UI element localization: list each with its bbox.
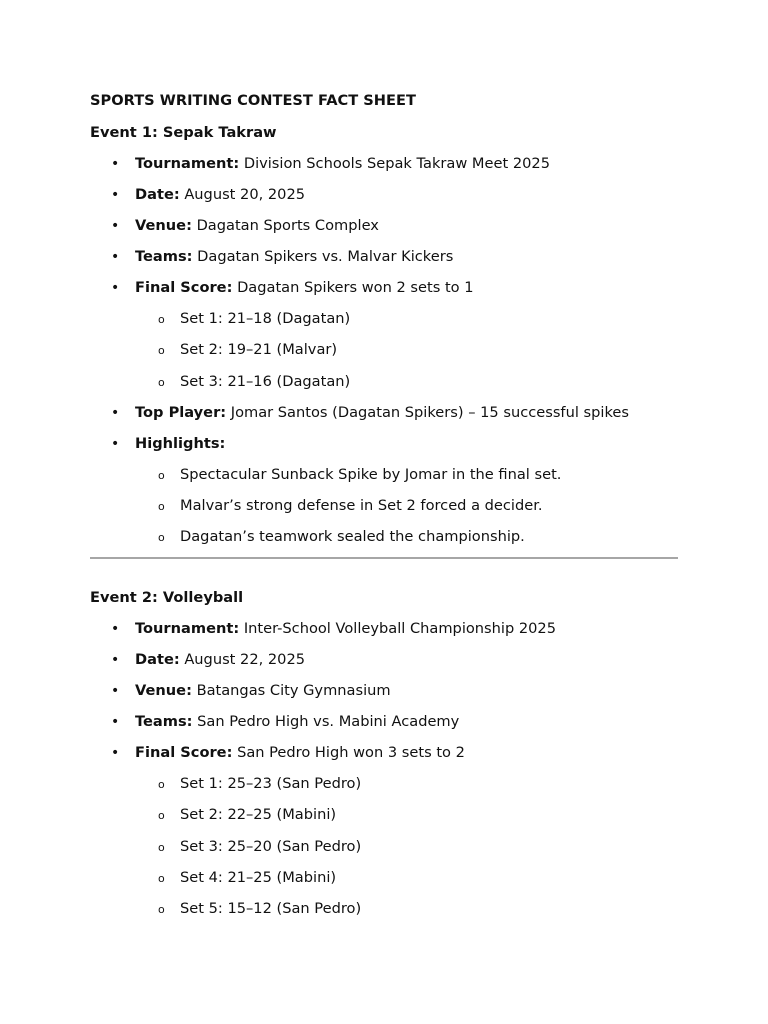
set-text: Set 1: 25–23 (San Pedro) [180,775,362,793]
highlight-item [135,464,678,486]
fact-label: Date: [135,651,180,669]
sub-bullet-icon: o [158,809,165,823]
set-text: Set 1: 21–18 (Dagatan) [180,310,351,327]
bullet-icon: • [111,218,120,234]
sub-bullet-icon: o [158,531,165,545]
fact-value: Inter-School Volleyball Championship 2025 [243,620,557,638]
fact-label: Date: [135,186,180,203]
event-1-section [90,122,678,548]
event-2-sets-list [135,773,678,920]
fact-value: Dagatan Sports Complex [196,217,379,234]
set-item [135,804,678,826]
fact-value: Dagatan Spikers vs. Malvar Kickers [197,248,454,265]
event-1-highlights-list [135,464,678,549]
fact-value: August 22, 2025 [184,651,306,669]
bullet-icon: • [111,745,120,762]
bullet-icon: • [111,652,120,669]
bullet-icon: • [111,187,120,203]
bullet-icon: • [111,156,120,172]
set-text: Set 3: 25–20 (San Pedro) [180,837,362,855]
event-2-venue-item [90,680,678,702]
fact-value: Batangas City Gymnasium [196,682,391,700]
set-item [135,836,678,858]
fact-sheet [90,90,678,929]
fact-label: Teams: [135,248,193,265]
event-1-date-item [90,184,678,206]
bullet-icon: • [111,280,120,296]
event-2-section [90,587,678,920]
set-item [135,371,678,393]
sub-bullet-icon: o [158,903,165,917]
highlight-text: Dagatan’s teamwork sealed the championship. [180,528,525,546]
sub-bullet-icon: o [158,778,165,792]
sub-bullet-icon: o [158,468,165,482]
set-item [135,339,678,361]
set-item [135,867,678,889]
set-item [135,308,678,330]
bullet-icon: • [111,714,120,731]
event-1-heading: Event 1: Sepak Takraw [90,124,277,141]
fact-label: Tournament: [135,620,240,638]
event-1-top-player-item [90,402,678,424]
event-2-teams-item [90,711,678,733]
set-text: Set 4: 21–25 (Mabini) [180,869,337,887]
section-divider [90,557,678,559]
bullet-icon: • [111,249,120,265]
event-1-tournament-item [90,153,678,175]
bullet-icon: • [111,621,120,638]
set-text: Set 2: 19–21 (Malvar) [180,341,338,359]
fact-value: August 20, 2025 [184,186,306,203]
set-text: Set 2: 22–25 (Mabini) [180,806,337,824]
sub-bullet-icon: o [158,313,165,326]
fact-label: Venue: [135,682,192,700]
sub-bullet-icon: o [158,840,165,854]
fact-value: Division Schools Sepak Takraw Meet 2025 [243,155,550,172]
sub-bullet-icon: o [158,375,165,389]
fact-label: Final Score: [135,744,233,762]
fact-label: Highlights: [135,434,226,452]
highlight-item [135,495,678,517]
event-1-facts-list [90,153,678,548]
bullet-icon: • [111,435,120,452]
highlight-text: Spectacular Sunback Spike by Jomar in the final set. [180,465,562,483]
event-2-heading: Event 2: Volleyball [90,589,244,607]
set-item [135,898,678,920]
highlight-text: Malvar’s strong defense in Set 2 forced a decider. [180,496,543,514]
fact-value: San Pedro High won 3 sets to 2 [237,744,465,762]
sub-bullet-icon: o [158,872,165,886]
set-text: Set 3: 21–16 (Dagatan) [180,372,351,390]
event-2-final-score-item [90,742,678,920]
document-title: SPORTS WRITING CONTEST FACT SHEET [90,92,416,109]
sub-bullet-icon: o [158,499,165,513]
set-item [135,773,678,795]
highlight-item [135,526,678,548]
event-2-facts-list [90,618,678,920]
event-1-teams-item [90,246,678,268]
event-2-date-item [90,649,678,671]
fact-label: Venue: [135,217,192,234]
bullet-icon: • [111,404,120,421]
sub-bullet-icon: o [158,344,165,358]
event-1-highlights-item [90,433,678,549]
fact-value: Jomar Santos (Dagatan Spikers) – 15 successful spikes [230,403,629,421]
fact-label: Teams: [135,713,193,731]
set-text: Set 5: 15–12 (San Pedro) [180,900,362,918]
fact-value: Dagatan Spikers won 2 sets to 1 [237,279,474,296]
fact-label: Tournament: [135,155,240,172]
fact-value: San Pedro High vs. Mabini Academy [197,713,460,731]
fact-label: Final Score: [135,279,233,296]
fact-label: Top Player: [135,403,227,421]
event-1-sets-list [135,308,678,393]
bullet-icon: • [111,683,120,700]
event-2-tournament-item [90,618,678,640]
event-1-venue-item [90,215,678,237]
event-1-final-score-item [90,277,678,393]
